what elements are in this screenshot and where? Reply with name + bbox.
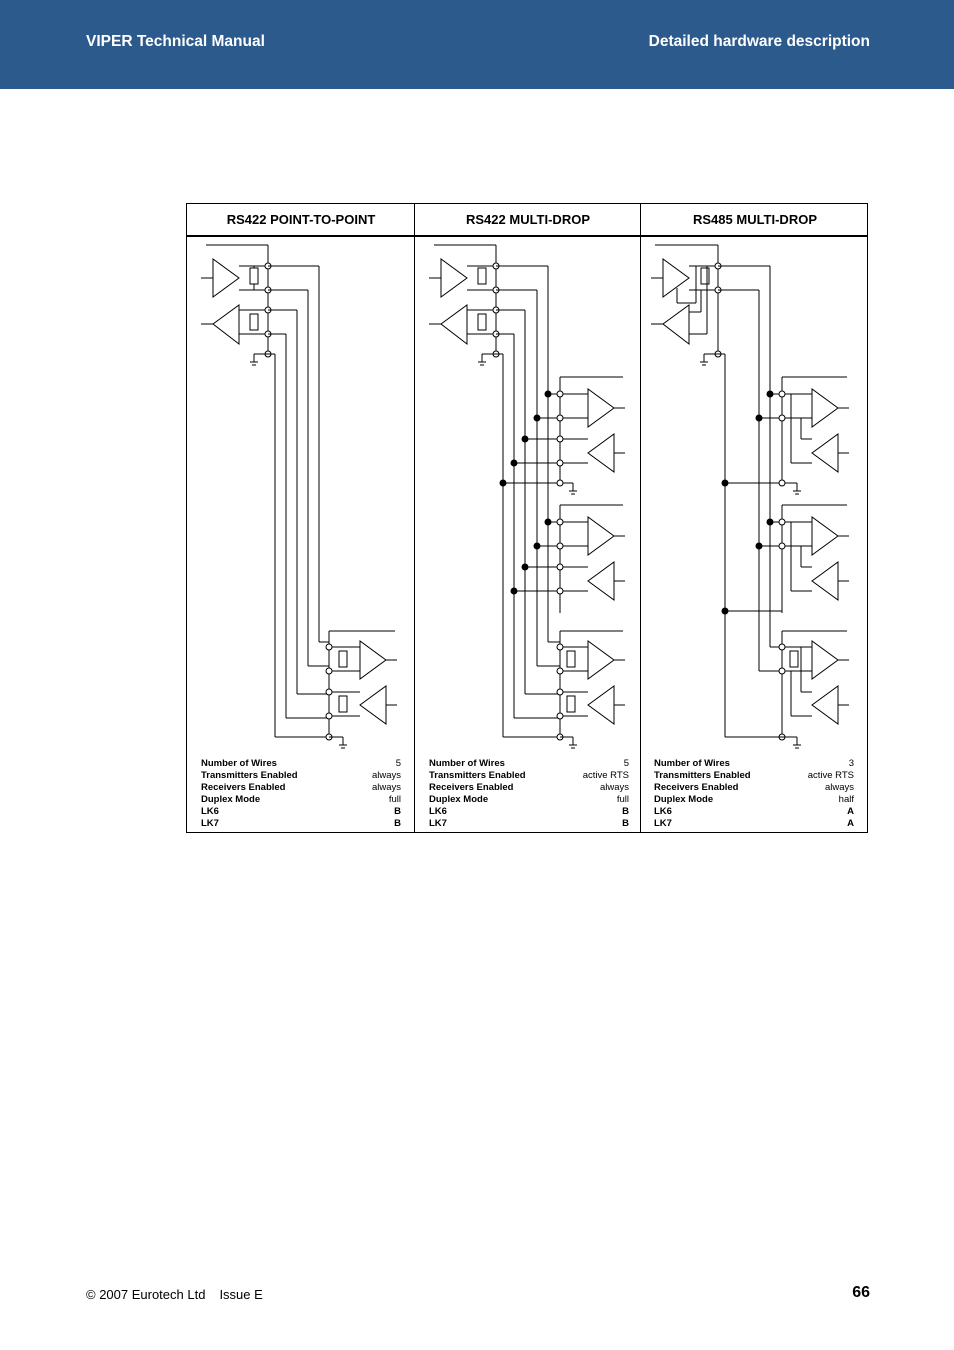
node-3 xyxy=(725,520,849,748)
issue-text: Issue E xyxy=(219,1287,263,1302)
spec-row: Duplex Mode full xyxy=(201,794,401,805)
spec-row: Receivers Enabled always xyxy=(201,782,401,793)
page-number: 66 xyxy=(852,1284,870,1301)
specs-rs422-p2p xyxy=(201,758,401,830)
spec-row: LK6 B xyxy=(429,806,629,817)
spec-row: LK7 B xyxy=(429,818,629,829)
column-title-rs422-p2p: RS422 POINT-TO-POINT xyxy=(226,212,376,227)
spec-row: LK6 B xyxy=(201,806,401,817)
section-title: Detailed hardware description xyxy=(648,33,870,50)
node-2 xyxy=(511,505,625,613)
spec-row: Receivers Enabled always xyxy=(654,782,854,793)
specs-rs485-md xyxy=(654,758,854,830)
footer-copyright xyxy=(86,1287,263,1302)
column-title-rs485-md: RS485 MULTI-DROP xyxy=(693,212,817,227)
wiring-diagrams xyxy=(187,204,869,834)
spec-row: Transmitters Enabled always xyxy=(201,770,401,781)
node-1 xyxy=(722,377,849,494)
specs-rs422-md xyxy=(429,758,629,830)
rs422-p2p-diagram xyxy=(201,245,397,748)
page-header xyxy=(0,0,954,89)
spec-row: Number of Wires 5 xyxy=(201,758,401,769)
spec-row: Duplex Mode half xyxy=(654,794,854,805)
rs422-md-diagram xyxy=(429,245,625,748)
spec-row: Number of Wires 3 xyxy=(654,758,854,769)
node-3 xyxy=(503,631,625,748)
node-1 xyxy=(500,377,625,494)
rs485-md-diagram xyxy=(651,245,849,748)
serial-wiring-figure xyxy=(186,203,868,833)
copyright-text: © 2007 Eurotech Ltd xyxy=(86,1287,206,1302)
spec-row: LK7 A xyxy=(654,818,854,829)
column-title-rs422-md: RS422 MULTI-DROP xyxy=(466,212,590,227)
spec-row: LK6 A xyxy=(654,806,854,817)
spec-row: LK7 B xyxy=(201,818,401,829)
manual-title: VIPER Technical Manual xyxy=(86,33,265,50)
spec-row: Number of Wires 5 xyxy=(429,758,629,769)
spec-row: Receivers Enabled always xyxy=(429,782,629,793)
node-2 xyxy=(722,505,849,614)
spec-row: Transmitters Enabled active RTS xyxy=(654,770,854,781)
spec-row: Duplex Mode full xyxy=(429,794,629,805)
spec-row: Transmitters Enabled active RTS xyxy=(429,770,629,781)
